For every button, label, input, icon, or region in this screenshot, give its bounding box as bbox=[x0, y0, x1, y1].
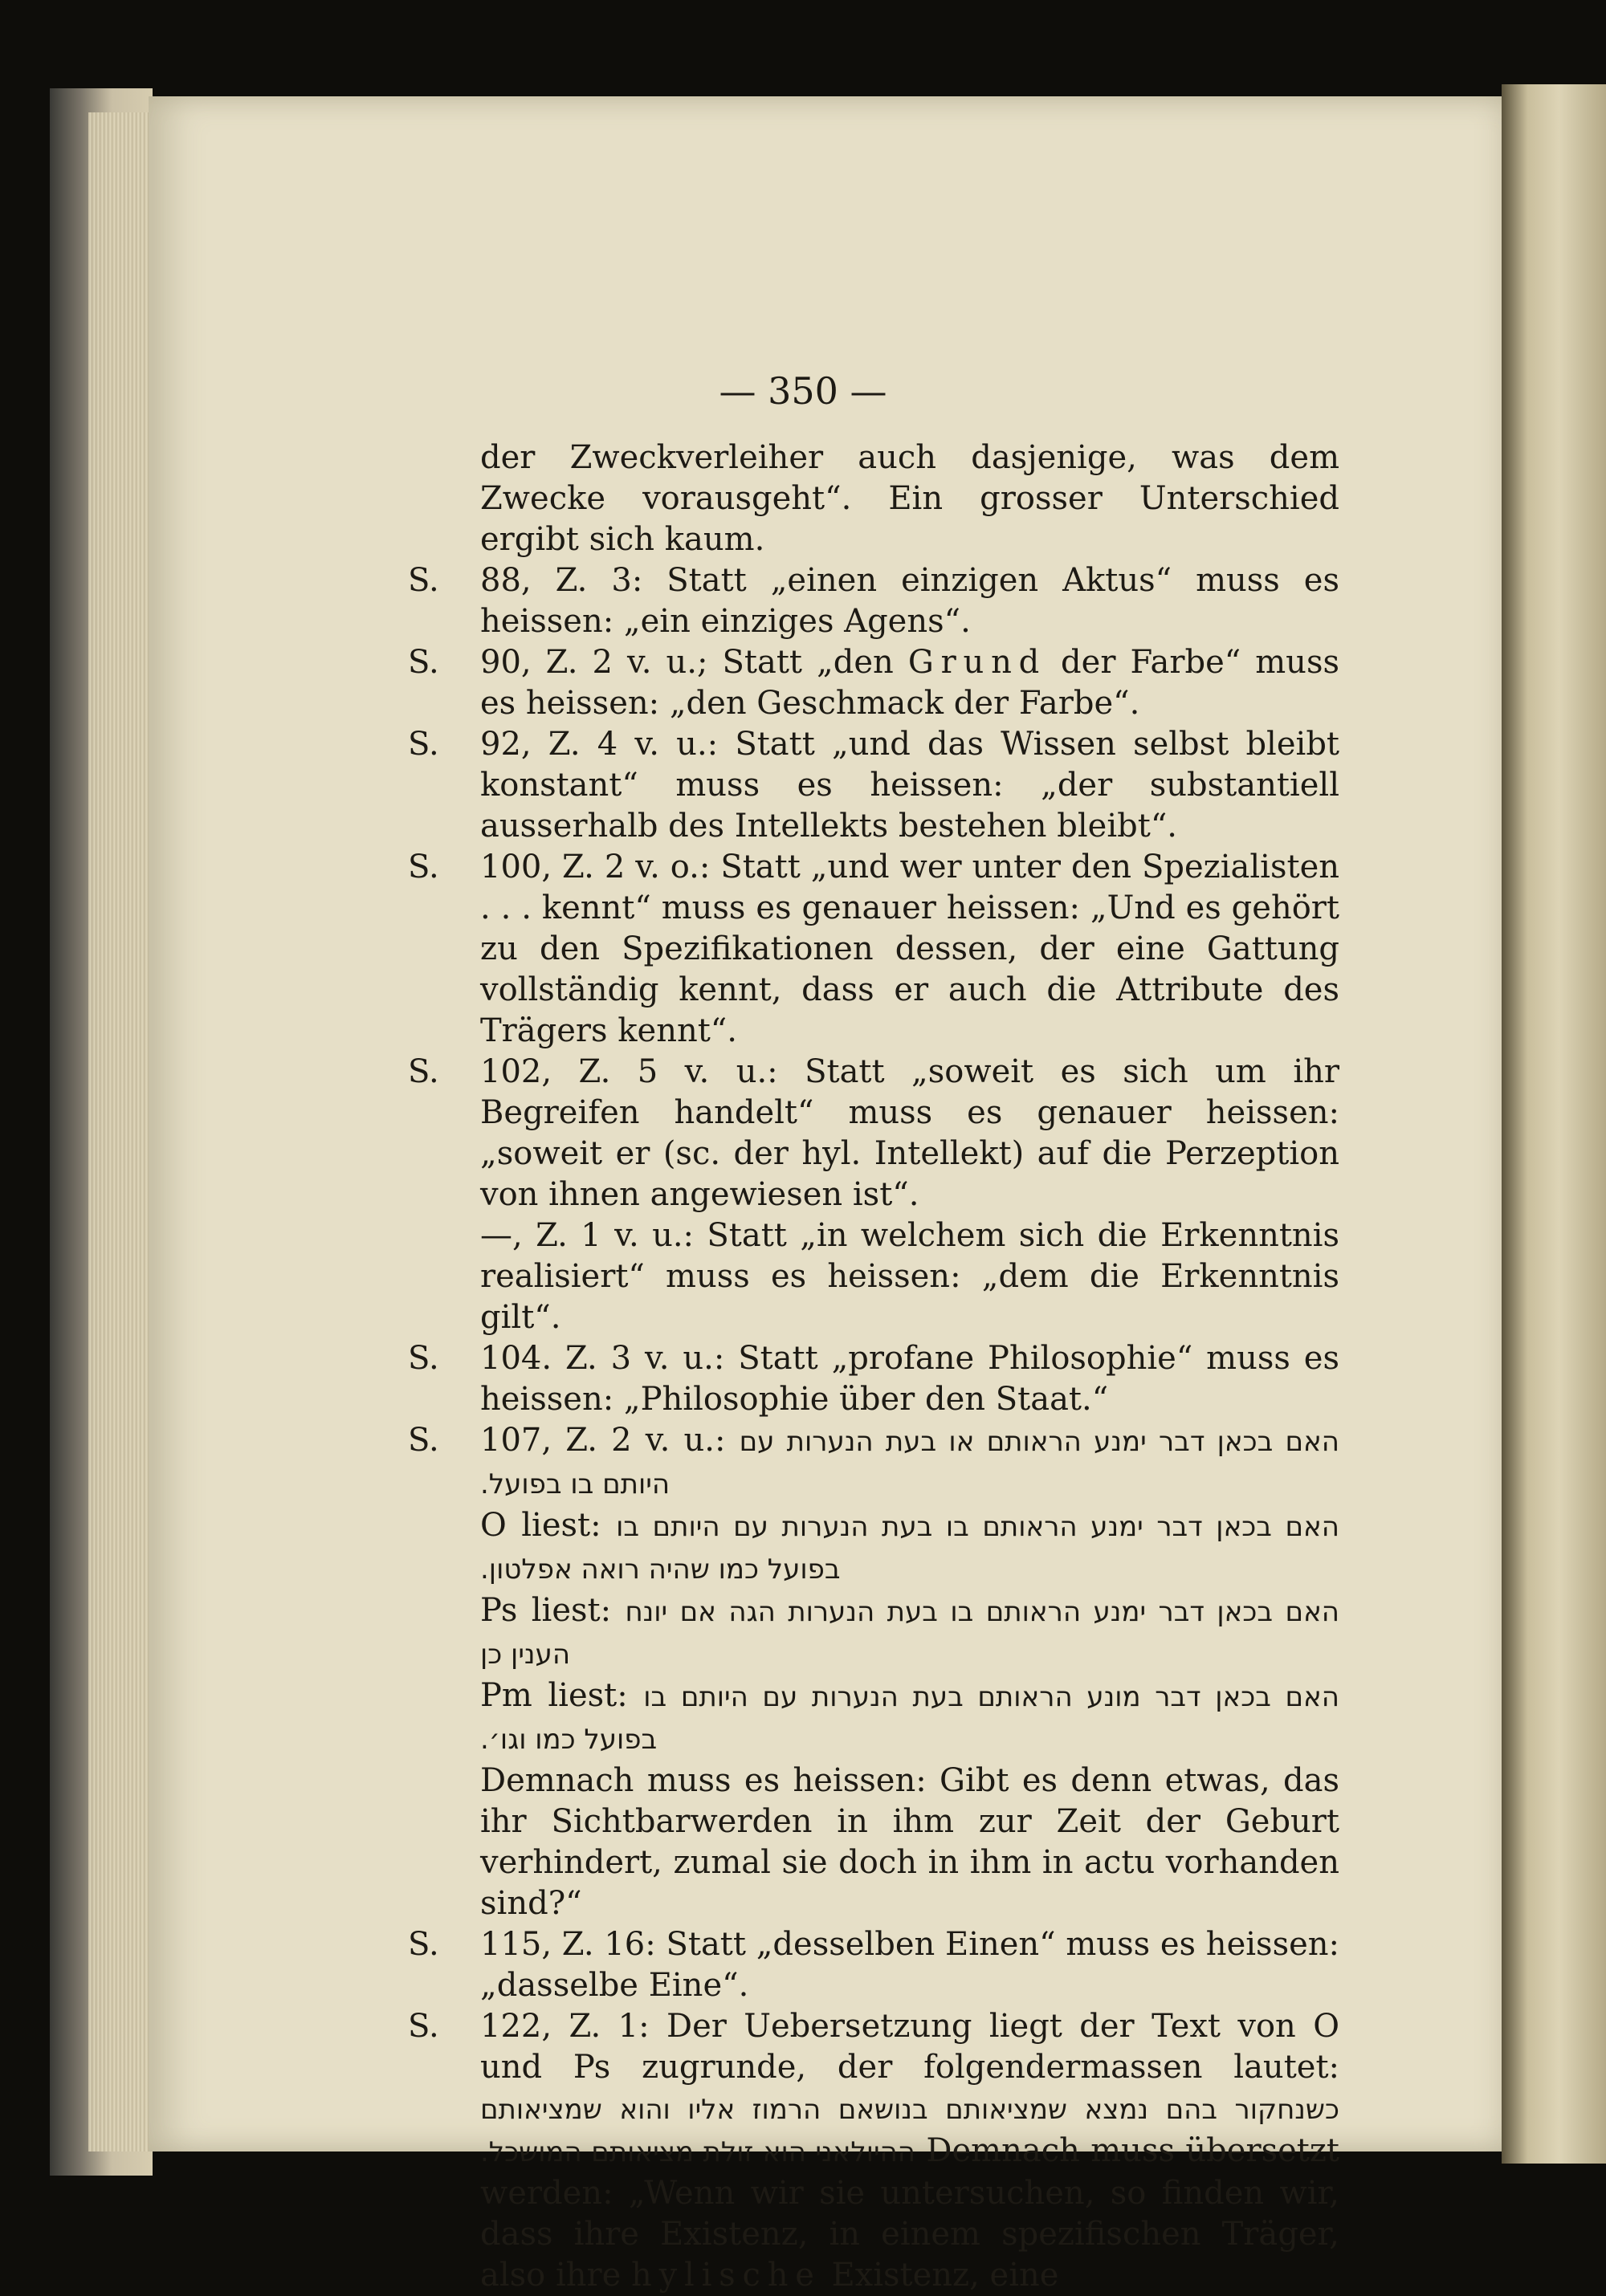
entry-text: 104. Z. 3 v. u.: Statt „profane Philosophie“ muss es heissen: „Philosophie über den Staat.“ bbox=[480, 1340, 1339, 1418]
emphasis-spaced: hylische bbox=[631, 2257, 821, 2294]
entry-text: der Farbe“ muss es heissen: „den Geschmack der Farbe“. bbox=[480, 644, 1339, 722]
page-number: — 350 — bbox=[719, 369, 887, 413]
reading-label: Ps liest: bbox=[480, 1592, 612, 1629]
entry-text: der Zweckverleiher auch dasjenige, was dem Zwecke vorausgeht“. Ein grosser Unterschied ergibt sich kaum. bbox=[480, 439, 1339, 558]
entry-ref: S. bbox=[408, 1926, 439, 1963]
errata-entry-s92 bbox=[408, 724, 1339, 847]
entry-ref: S. bbox=[408, 2008, 439, 2045]
entry-text: 100, Z. 2 v. o.: Statt „und wer unter den Spezialisten . . . kennt“ muss es genauer heissen: „Und es gehört zu den Spezifikationen dessen, der eine Gattung vollständig kennt, dass er auch die Attribute des Trägers kennt“. bbox=[480, 849, 1339, 1049]
entry-text: 92, Z. 4 v. u.: Statt „und das Wissen selbst bleibt konstant“ muss es heissen: „der substantiell ausserhalb des Intellekts bestehen bleibt“. bbox=[480, 726, 1339, 845]
errata-continuation bbox=[408, 438, 1339, 560]
hebrew-quote: האם בכאן דבר ימנע הראותם בו בעת הנערות עם היותם בו בפועל כמו שהיה רואה אפלטון. bbox=[480, 1511, 1339, 1586]
errata-list bbox=[408, 438, 1339, 2296]
entry-ref: S. bbox=[408, 849, 439, 885]
entry-ref: S. bbox=[408, 562, 439, 599]
errata-entry-s88 bbox=[408, 560, 1339, 642]
entry-text: Existenz, eine bbox=[821, 2257, 1059, 2294]
hebrew-quote: כשנחקור בהם נמצא שמציאותם בנושאם הרמוז אליו והוא שמציאותם ההיולאני הוא זולת מציאותם המושכל. bbox=[480, 2094, 1339, 2168]
entry-text: —, Z. 1 v. u.: Statt „in welchem sich die Erkenntnis realisiert“ muss es heissen: „dem die Erkenntnis gilt“. bbox=[480, 1217, 1339, 1336]
entry-ref: S. bbox=[408, 644, 439, 681]
reading-label: O liest: bbox=[480, 1507, 601, 1544]
errata-entry-s100 bbox=[408, 847, 1339, 1052]
entry-text: 90, Z. 2 v. u.; Statt „den bbox=[480, 644, 908, 681]
entry-text: Demnach muss übersetzt werden: „Wenn wir sie untersuchen, so finden wir, dass ihre Existenz, in einem spezifischen Träger, also ihre bbox=[480, 2132, 1339, 2294]
entry-ref: S. bbox=[408, 1422, 439, 1459]
entry-text: 115, Z. 16: Statt „desselben Einen“ muss es heissen: „dasselbe Eine“. bbox=[480, 1926, 1339, 2004]
hebrew-quote: האם בכאן דבר ימנע הראותם או בעת הנערות עם היותם בו בפועל. bbox=[480, 1426, 1339, 1500]
entry-ref: S. bbox=[408, 1053, 439, 1090]
errata-entry-s102-b bbox=[408, 1215, 1339, 1338]
hebrew-quote: האם בכאן דבר מונע הראותם בעת הנערות עם היותם בו בפועל כמו וגו׳. bbox=[480, 1681, 1339, 1756]
errata-entry-s90 bbox=[408, 642, 1339, 724]
emphasis-spaced: Grund bbox=[907, 644, 1047, 681]
entry-text: 88, Z. 3: Statt „einen einzigen Aktus“ muss es heissen: „ein einziges Agens“. bbox=[480, 562, 1339, 640]
reading-label: Pm liest: bbox=[480, 1677, 628, 1714]
errata-entry-s104 bbox=[408, 1338, 1339, 1420]
variant-reading-o bbox=[480, 1505, 1339, 1590]
hebrew-quote: האם בכאן דבר ימנע הראותם בו בעת הנערות הגה אם יונח הענין כן bbox=[480, 1596, 1340, 1671]
variant-reading-ps bbox=[480, 1590, 1339, 1675]
entry-text: 107, Z. 2 v. u.: bbox=[480, 1422, 726, 1459]
entry-text: 102, Z. 5 v. u.: Statt „soweit es sich um ihr Begreifen handelt“ muss es genauer heissen: „soweit er (sc. der hyl. Intellekt) auf die Perzeption von ihnen angewiesen ist“. bbox=[480, 1053, 1339, 1213]
errata-entry-s122 bbox=[408, 2006, 1339, 2296]
errata-entry-s102 bbox=[408, 1052, 1339, 1215]
variant-reading-pm bbox=[480, 1675, 1339, 1761]
entry-ref: S. bbox=[408, 726, 439, 763]
entry-conclusion: Demnach muss es heissen: Gibt es denn etwas, das ihr Sichtbarwerden in ihm zur Zeit der Geburt verhindert, zumal sie doch in ihm in actu vorhanden sind?“ bbox=[480, 1762, 1339, 1922]
entry-ref: S. bbox=[408, 1340, 439, 1377]
entry-text: 122, Z. 1: Der Uebersetzung liegt der Text von O und Ps zugrunde, der folgendermassen lautet: bbox=[480, 2008, 1339, 2086]
errata-entry-s115 bbox=[408, 1924, 1339, 2006]
errata-entry-s107 bbox=[408, 1420, 1339, 1924]
